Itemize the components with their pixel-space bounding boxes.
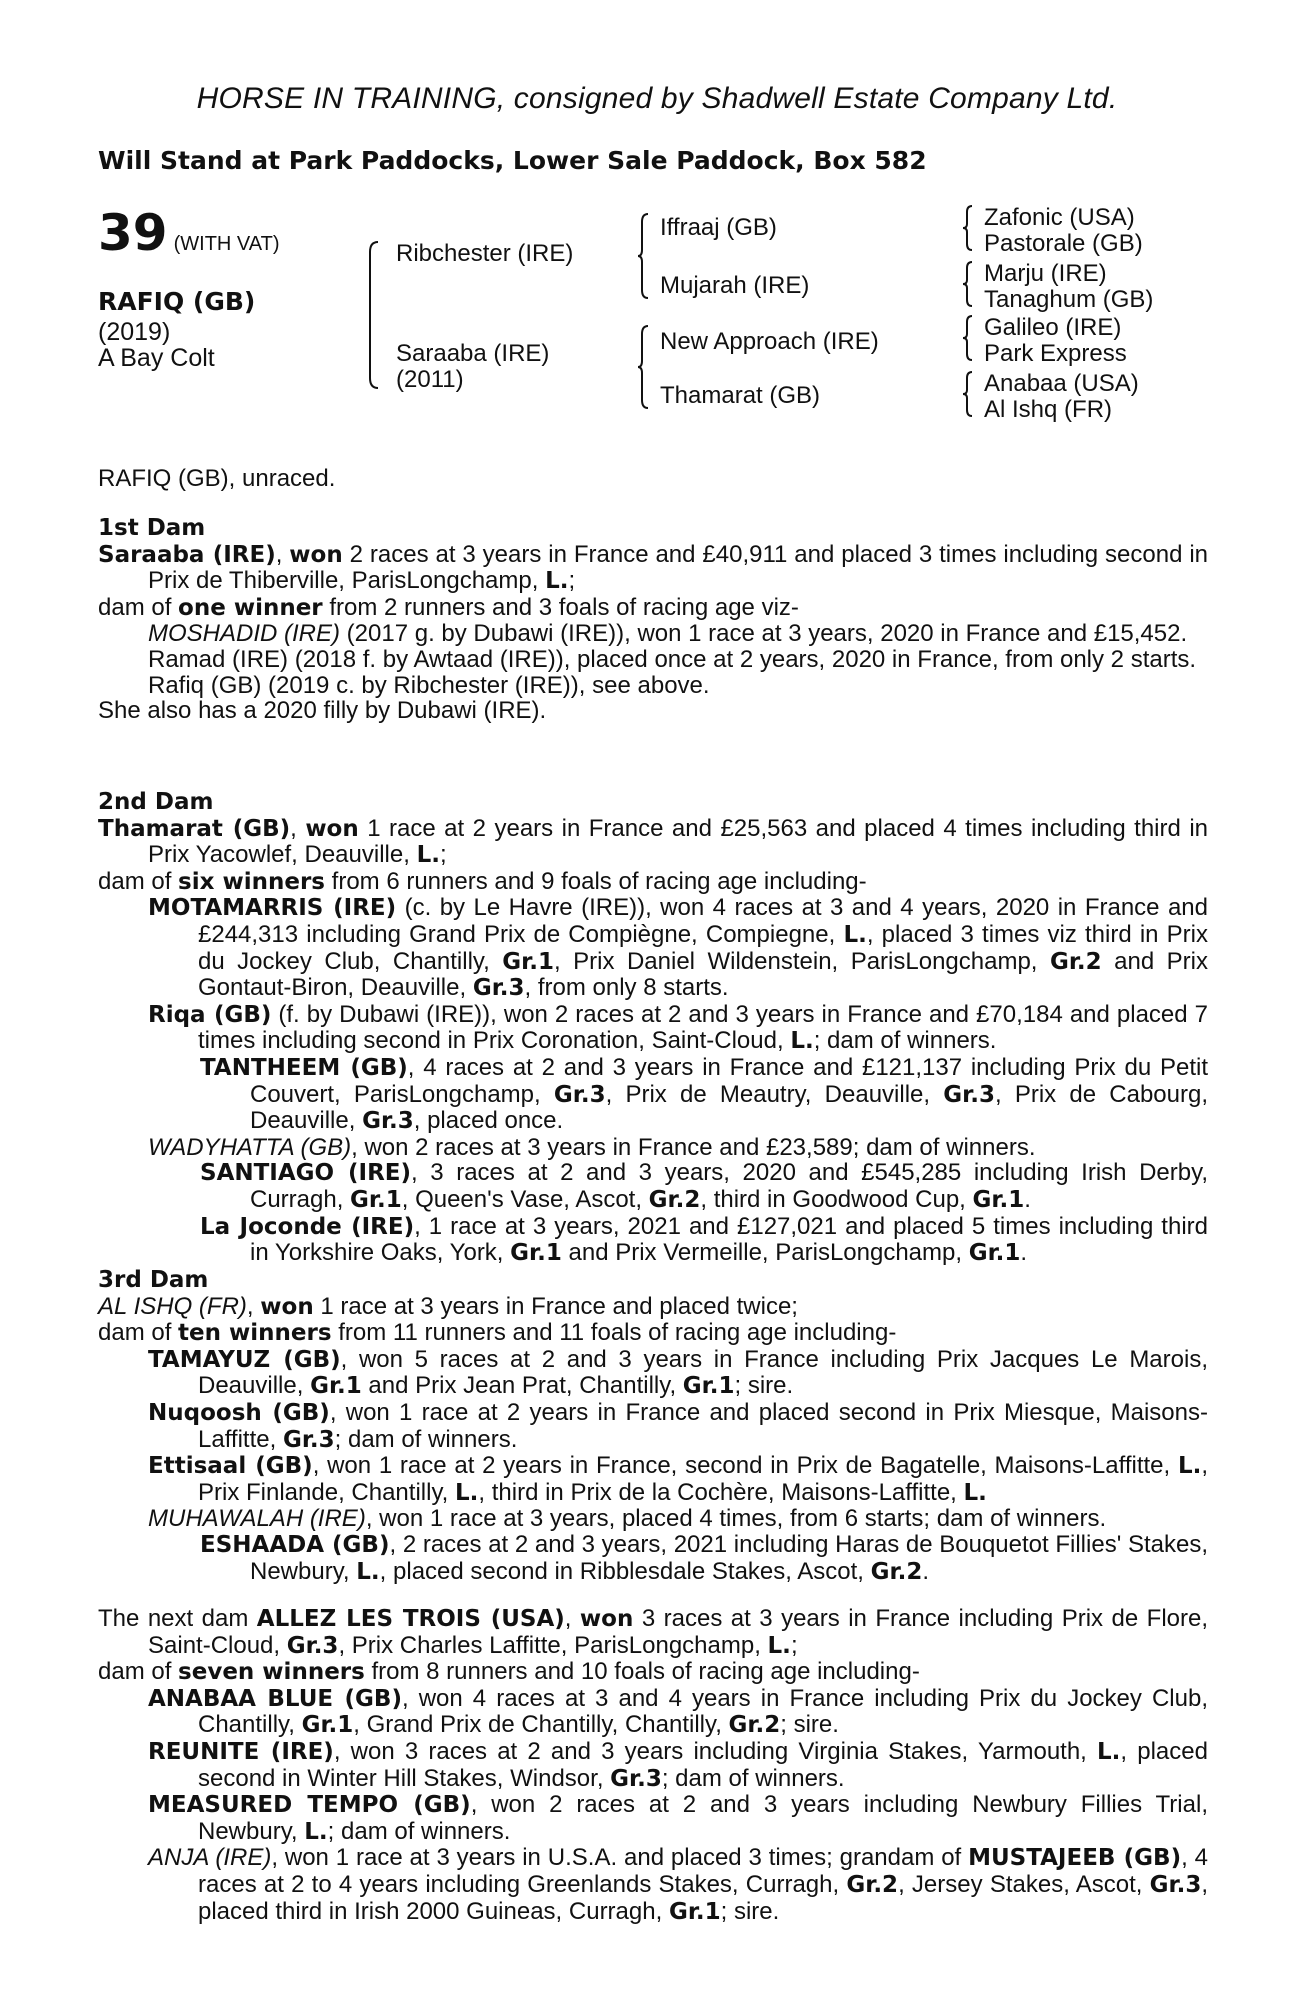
section-heading: 2nd Dam (98, 789, 214, 815)
page-title: HORSE IN TRAINING, consigned by Shadwell Estate Company Ltd. (196, 82, 1118, 115)
horse-year: (2019) (98, 318, 171, 346)
dam-produce-summary: dam of six winners from 6 runners and 9 foals of racing age including- (98, 867, 867, 895)
lot-number: 39 (98, 204, 168, 262)
third-dam-section (98, 1268, 1208, 1585)
dam-produce-summary: dam of one winner from 2 runners and 3 foals of racing age viz- (98, 593, 799, 621)
section-heading: 1st Dam (98, 515, 206, 541)
produce-item: Ramad (IRE) (2018 f. by Awtaad (IRE)), placed once at 2 years, 2020 in France, from only 2 starts. (148, 645, 1197, 673)
produce-item: Rafiq (GB) (2019 c. by Ribchester (IRE)), see above. (148, 671, 710, 699)
dam-summary: Thamarat (GB), won 1 race at 2 years in France and £25,563 and placed 4 times including third in Prix Yacowlef, Deauville, L.; (98, 814, 1208, 869)
horse-description: A Bay Colt (98, 344, 215, 372)
pedigree-dam-sire: New Approach (IRE) (660, 328, 879, 355)
pedigree-g7: Anabaa (USA) (984, 370, 1139, 397)
pedigree-brace-2 (636, 212, 650, 300)
produce-item: Riqa (GB) (f. by Dubawi (IRE)), won 2 races at 2 and 3 years in France and £70,184 and placed 7 times including second in Prix Coronation, Saint-Cloud, L.; dam of winners. (148, 1000, 1208, 1055)
produce-item: MOSHADID (IRE) (2017 g. by Dubawi (IRE)), won 1 race at 3 years, 2020 in France and £15,452. (148, 620, 1188, 648)
second-dam-section (98, 790, 1208, 1267)
pedigree-g3: Marju (IRE) (984, 260, 1107, 287)
produce-item: TAMAYUZ (GB), won 5 races at 2 and 3 years in France including Prix Jacques Le Marois, Deauville, Gr.1 and Prix Jean Prat, Chantilly, Gr.1; sire. (148, 1345, 1208, 1400)
vat-label: (WITH VAT) (173, 233, 280, 255)
pedigree-g4: Tanaghum (GB) (984, 286, 1154, 313)
produce-item: TANTHEEM (GB), 4 races at 2 and 3 years in France and £121,137 including Prix du Petit Couvert, ParisLongchamp, Gr.3, Prix de Meautry, Deauville, Gr.3, Prix de Cabourg, Deauville, Gr.3, placed once. (200, 1053, 1208, 1135)
produce-item: REUNITE (IRE), won 3 races at 2 and 3 years including Virginia Stakes, Yarmouth, L., placed second in Winter Hill Stakes, Windsor, Gr.3; dam of winners. (148, 1737, 1208, 1792)
produce-item: Ettisaal (GB), won 1 race at 2 years in France, second in Prix de Bagatelle, Maisons-Laffitte, L., Prix Finlande, Chantilly, L., third in Prix de la Cochère, Maisons-Laffitte, L. (148, 1452, 1209, 1506)
dam-produce-summary: dam of seven winners from 8 runners and 10 foals of racing age including- (98, 1658, 920, 1686)
dam-summary: The next dam ALLEZ LES TROIS (USA), won 3 races at 3 years in France including Prix de Flore, Saint-Cloud, Gr.3, Prix Charles Laffitte, ParisLongchamp, L.; (98, 1605, 1209, 1659)
produce-item: MEASURED TEMPO (GB), won 2 races at 2 and 3 years including Newbury Fillies Trial, Newbury, L.; dam of winners. (148, 1791, 1208, 1845)
section-heading: 3rd Dam (98, 1267, 209, 1293)
pedigree-g1: Zafonic (USA) (984, 204, 1135, 231)
horse-name: RAFIQ (GB) (98, 287, 256, 316)
race-record: RAFIQ (GB), unraced. (98, 465, 336, 492)
produce-item: SANTIAGO (IRE), 3 races at 2 and 3 years, 2020 and £545,285 including Irish Derby, Curragh, Gr.1, Queen's Vase, Ascot, Gr.2, third in Goodwood Cup, Gr.1. (200, 1159, 1208, 1213)
pedigree-brace-1 (364, 240, 380, 390)
produce-item: La Joconde (IRE), 1 race at 3 years, 2021 and £127,021 and placed 5 times including third in Yorkshire Oaks, York, Gr.1 and Prix Vermeille, ParisLongchamp, Gr.1. (200, 1212, 1208, 1267)
produce-item: ESHAADA (GB), 2 races at 2 and 3 years, 2021 including Haras de Bouquetot Fillies' Stakes, Newbury, L., placed second in Ribblesdale Stakes, Ascot, Gr.2. (200, 1530, 1208, 1585)
pedigree-dam-year: (2011) (396, 366, 464, 393)
pedigree-brace-4 (962, 204, 974, 252)
pedigree-g8: Al Ishq (FR) (984, 396, 1113, 423)
pedigree-dam-dam: Thamarat (GB) (660, 382, 821, 409)
produce-item: MUHAWALAH (IRE), won 1 race at 3 years, placed 4 times, from 6 starts; dam of winners. (148, 1505, 1107, 1533)
dam-summary: Saraaba (IRE), won 2 races at 3 years in France and £40,911 and placed 3 times including second in Prix de Thiberville, ParisLongchamp, L.; (98, 540, 1209, 595)
dam-produce-summary: dam of ten winners from 11 runners and 11 foals of racing age including- (98, 1319, 897, 1347)
lot-heading (98, 204, 280, 262)
next-dam-section (98, 1606, 1208, 1925)
pedigree-brace-7 (962, 370, 974, 418)
pedigree-g2: Pastorale (GB) (984, 230, 1143, 257)
pedigree-brace-3 (636, 324, 650, 410)
pedigree-g5: Galileo (IRE) (984, 314, 1122, 341)
pedigree-sire-sire: Iffraaj (GB) (660, 214, 777, 241)
first-dam-section (98, 516, 1208, 724)
produce-note: She also has a 2020 filly by Dubawi (IRE). (98, 697, 547, 725)
dam-summary: AL ISHQ (FR), won 1 race at 3 years in France and placed twice; (98, 1292, 798, 1320)
pedigree-sire: Ribchester (IRE) (396, 240, 574, 267)
stand-location: Will Stand at Park Paddocks, Lower Sale Paddock, Box 582 (98, 146, 927, 175)
produce-item: Nuqoosh (GB), won 1 race at 2 years in France and placed second in Prix Miesque, Maisons-Laffitte, Gr.3; dam of winners. (148, 1398, 1208, 1453)
pedigree-sire-dam: Mujarah (IRE) (660, 272, 810, 299)
produce-item: ANABAA BLUE (GB), won 4 races at 3 and 4 years in France including Prix du Jockey Club, Chantilly, Gr.1, Grand Prix de Chantilly, Chantilly, Gr.2; sire. (148, 1684, 1208, 1739)
pedigree-brace-6 (962, 314, 974, 362)
produce-item: WADYHATTA (GB), won 2 races at 3 years in France and £23,589; dam of winners. (148, 1133, 1036, 1161)
pedigree-brace-5 (962, 260, 974, 308)
produce-item: MOTAMARRIS (IRE) (c. by Le Havre (IRE)), won 4 races at 3 and 4 years, 2020 in France and £244,313 including Grand Prix de Compiègne, Compiegne, L., placed 3 times viz third in Prix du Jockey Club, Chantilly, Gr.1, Prix Daniel Wildenstein, ParisLongchamp, Gr.2 and Prix Gontaut-Biron, Deauville, Gr.3, from only 8 starts. (148, 894, 1209, 1002)
pedigree-dam: Saraaba (IRE) (396, 340, 550, 367)
pedigree-g6: Park Express (984, 340, 1127, 367)
produce-item: ANJA (IRE), won 1 race at 3 years in U.S.A. and placed 3 times; grandam of MUSTAJEEB (GB), 4 races at 2 to 4 years including Greenlands Stakes, Curragh, Gr.2, Jersey Stakes, Ascot, Gr.3, placed third in Irish 2000 Guineas, Curragh, Gr.1; sire. (148, 1844, 1208, 1925)
